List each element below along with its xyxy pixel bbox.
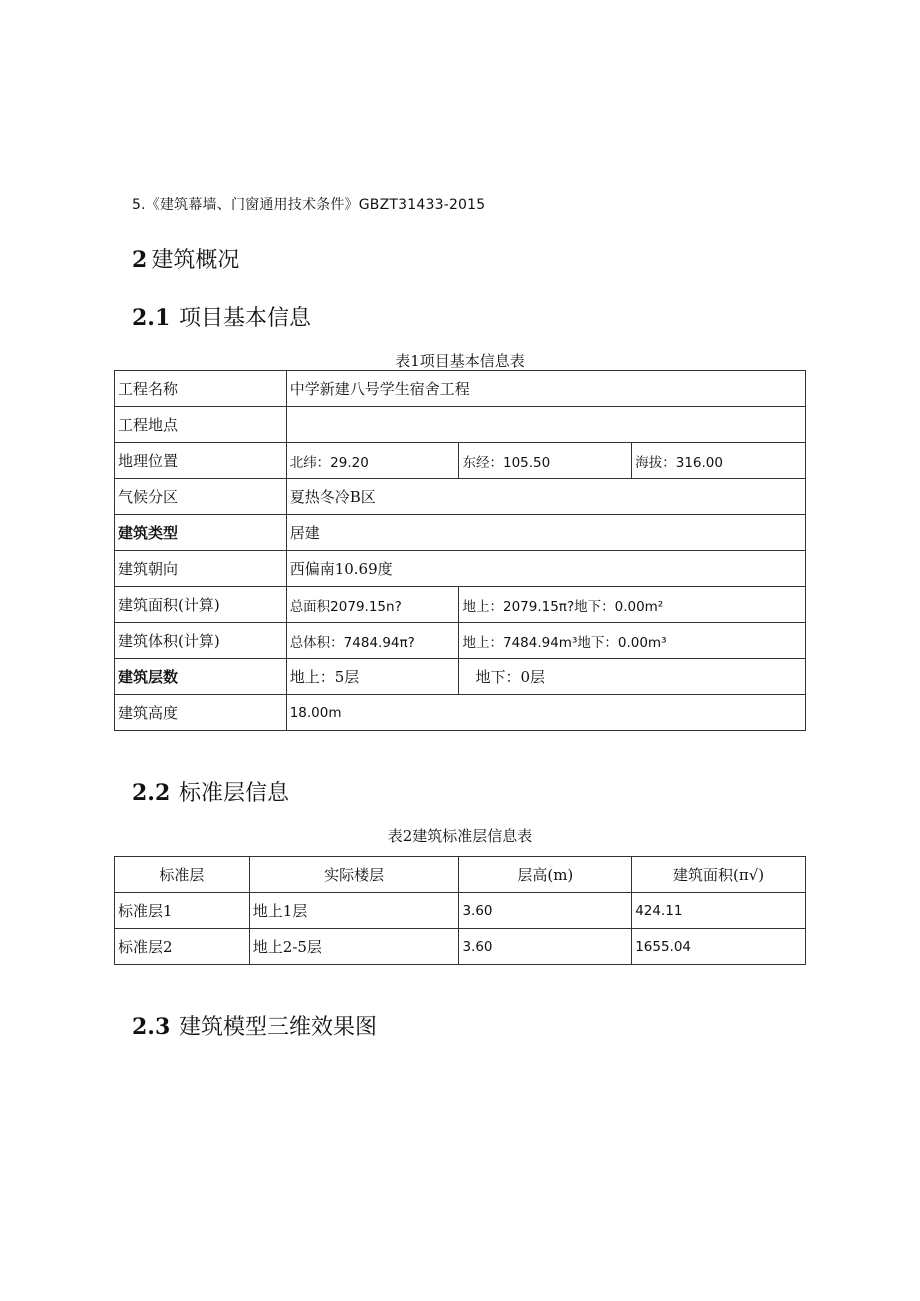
table-row bbox=[115, 479, 806, 515]
table2-caption: 表2建筑标准层信息表 bbox=[387, 827, 533, 845]
row-label: 地理位置 bbox=[115, 443, 287, 479]
latitude-value: 北纬：29.20 bbox=[286, 443, 459, 479]
floors-above-value: 地上：5层 bbox=[286, 659, 459, 695]
row-label: 建筑朝向 bbox=[115, 551, 287, 587]
row-value: 夏热冬冷B区 bbox=[286, 479, 805, 515]
table-row bbox=[115, 443, 806, 479]
total-volume-value: 总体积：7484.94π? bbox=[286, 623, 459, 659]
row-value: 中学新建八号学生宿舍工程 bbox=[286, 371, 805, 407]
section-title: 建筑模型三维效果图 bbox=[179, 1015, 378, 1040]
table-row bbox=[115, 893, 806, 929]
row-label: 建筑类型 bbox=[115, 515, 287, 551]
column-header: 标准层 bbox=[115, 857, 250, 893]
table-row bbox=[115, 929, 806, 965]
table-row bbox=[115, 515, 806, 551]
section-number: 2.2 bbox=[132, 780, 171, 806]
row-label: 建筑体积(计算) bbox=[115, 623, 287, 659]
table-cell: 3.60 bbox=[459, 893, 632, 929]
table-cell: 地上1层 bbox=[249, 893, 459, 929]
table-row bbox=[115, 371, 806, 407]
column-header: 建筑面积(π√) bbox=[632, 857, 806, 893]
table-cell: 424.11 bbox=[632, 893, 806, 929]
standard-floor-table bbox=[114, 856, 806, 965]
project-info-table bbox=[114, 370, 806, 731]
table1-caption: 表1项目基本信息表 bbox=[395, 352, 525, 370]
reference-line: 5.《建筑幕墙、门窗通用技术条件》GBZT31433-2015 bbox=[132, 197, 486, 213]
row-value: 居建 bbox=[286, 515, 805, 551]
table-row bbox=[115, 695, 806, 731]
row-value: 西偏南10.69度 bbox=[286, 551, 805, 587]
section-title: 项目基本信息 bbox=[179, 306, 312, 331]
section-2-2-heading bbox=[132, 776, 289, 807]
row-value: 18.00m bbox=[286, 695, 805, 731]
area-split-value: 地上：2079.15π?地下：0.00m² bbox=[459, 587, 806, 623]
table-row bbox=[115, 587, 806, 623]
table-cell: 标准层1 bbox=[115, 893, 250, 929]
table-cell: 标准层2 bbox=[115, 929, 250, 965]
table-row bbox=[115, 551, 806, 587]
volume-split-value: 地上：7484.94m³地下：0.00m³ bbox=[459, 623, 806, 659]
table-row bbox=[115, 659, 806, 695]
longitude-value: 东经：105.50 bbox=[459, 443, 632, 479]
table-cell: 3.60 bbox=[459, 929, 632, 965]
total-area-value: 总面积2079.15n? bbox=[286, 587, 459, 623]
column-header: 实际楼层 bbox=[249, 857, 459, 893]
row-label: 工程地点 bbox=[115, 407, 287, 443]
table-header-row bbox=[115, 857, 806, 893]
table-row bbox=[115, 623, 806, 659]
table-row bbox=[115, 407, 806, 443]
table-cell: 地上2-5层 bbox=[249, 929, 459, 965]
floors-below-value: 地下：0层 bbox=[459, 659, 806, 695]
section-2-3-heading bbox=[132, 1010, 377, 1041]
section-number: 2.1 bbox=[132, 305, 171, 331]
row-label: 建筑层数 bbox=[115, 659, 287, 695]
altitude-value: 海拔：316.00 bbox=[632, 443, 806, 479]
table-cell: 1655.04 bbox=[632, 929, 806, 965]
row-label: 气候分区 bbox=[115, 479, 287, 515]
row-label: 建筑面积(计算) bbox=[115, 587, 287, 623]
section-title: 标准层信息 bbox=[179, 781, 290, 806]
column-header: 层高(m) bbox=[459, 857, 632, 893]
section-number: 2 bbox=[132, 247, 148, 273]
row-value bbox=[286, 407, 805, 443]
section-number: 2.3 bbox=[132, 1014, 171, 1040]
section-title: 建筑概况 bbox=[151, 248, 240, 273]
section-2-heading bbox=[132, 243, 239, 274]
row-label: 工程名称 bbox=[115, 371, 287, 407]
row-label: 建筑高度 bbox=[115, 695, 287, 731]
section-2-1-heading bbox=[132, 301, 311, 332]
